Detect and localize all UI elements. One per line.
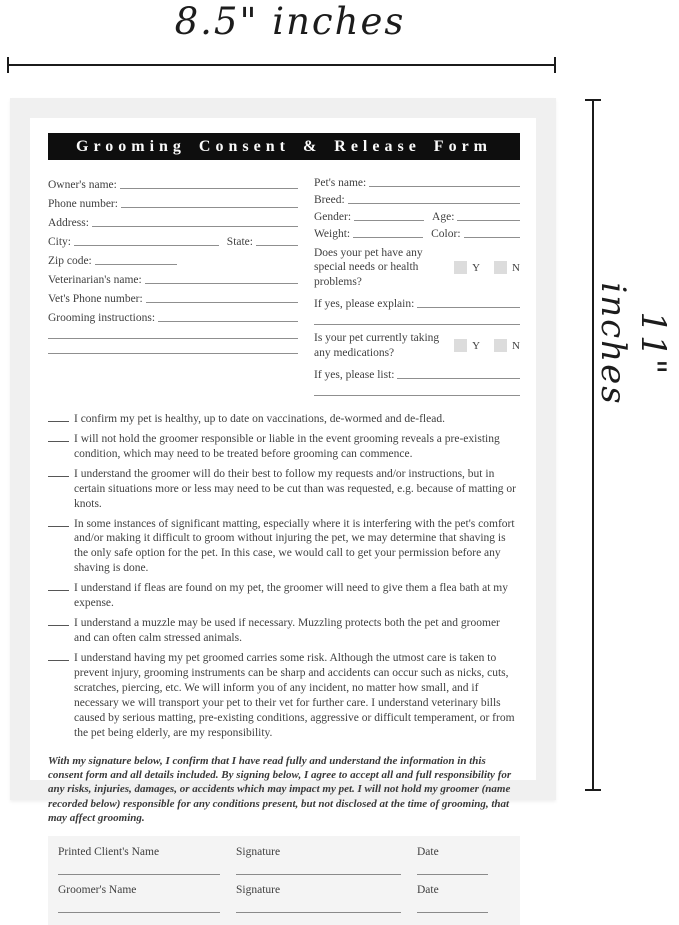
groomer-signature-row [58, 884, 508, 913]
statement-initial-line [48, 651, 69, 661]
statement-text: In some instances of significant matting, especially where it is interfering with the pet's comfort and/or making it difficult to groom without injuring the pet, we may determine that shaving is the only safe option for the pet. In this case, we would call to get your permission before any shaving is done. [74, 517, 515, 575]
color-blank-line [464, 237, 520, 238]
address-label: Address: [48, 217, 89, 229]
width-ruler-label: 8.5" inches [174, 0, 406, 43]
groomer-name-line [58, 896, 220, 913]
breed-blank-line [348, 203, 520, 204]
zip-code-blank-line [95, 264, 177, 265]
pet-name-label: Pet's name: [314, 177, 367, 189]
client-signature-cell [236, 846, 401, 875]
breed-label: Breed: [314, 194, 345, 206]
medications-no-checkbox [494, 339, 507, 352]
weight-color-field [314, 223, 520, 240]
groomer-signature-cell [236, 884, 401, 913]
veterinarian-name-blank-line [145, 283, 298, 284]
special-needs-question-text: Does your pet have any special needs or health problems? [314, 247, 423, 288]
client-name-cell [58, 846, 220, 875]
special-needs-yes-label: Y [472, 261, 481, 274]
statement-item [48, 517, 520, 577]
grooming-instructions-extra-line [48, 339, 298, 354]
special-needs-explain-field [314, 293, 520, 310]
statement-initial-line [48, 467, 69, 477]
groomer-date-line [417, 896, 488, 913]
medications-list-blank-line [397, 378, 520, 379]
age-label: Age: [432, 211, 455, 223]
statement-text: I understand a muzzle may be used if necessary. Muzzling protects both the pet and groomer and can often calm stressed animals. [74, 617, 500, 645]
gender-label: Gender: [314, 211, 352, 223]
statement-item [48, 467, 520, 512]
gender-blank-line [354, 220, 424, 221]
zip-code-label: Zip code: [48, 255, 92, 267]
special-needs-question [314, 246, 520, 289]
owner-name-field [48, 172, 298, 191]
city-state-field [48, 229, 298, 248]
city-blank-line [74, 245, 219, 246]
statement-text: I understand having my pet groomed carries some risk. Although the utmost care is taken to prevent injury, grooming instruments can be sharp and accidents can occur such as nicks, cuts, scratches, piercing, etc. We will inform you of any incident, no matter how small, and if necessary we will transport your pet to their vet for further care. I understand veterinary bills caused by serious matting, pre-existing conditions, aggressive or difficult temperament, or from the pet being elderly, are my responsibility. [74, 652, 515, 739]
client-signature-line [236, 858, 401, 875]
address-blank-line [92, 226, 298, 227]
statement-text: I understand if fleas are found on my pet, the groomer will need to give them a flea bath at my expense. [74, 582, 508, 610]
color-label: Color: [431, 228, 461, 240]
medications-yes-label: Y [472, 339, 481, 352]
client-date-label: Date [417, 846, 439, 859]
phone-number-label: Phone number: [48, 198, 118, 210]
grooming-instructions-field [48, 305, 298, 324]
breed-field [314, 189, 520, 206]
form-title: Grooming Consent & Release Form [48, 133, 520, 160]
groomer-signature-label: Signature [236, 884, 281, 897]
pet-name-blank-line [369, 186, 520, 187]
form-page [30, 118, 536, 897]
grooming-instructions-blank-line [158, 321, 298, 322]
client-signature-row [58, 846, 508, 875]
gender-age-field [314, 206, 520, 223]
city-label: City: [48, 236, 72, 248]
medications-list-field [314, 364, 520, 381]
height-ruler-label: 11" inches [593, 282, 673, 406]
fields-section [48, 172, 520, 396]
special-needs-explain-blank-line [417, 307, 520, 308]
statement-item [48, 412, 520, 427]
groomer-date-label: Date [417, 884, 439, 897]
vet-phone-field [48, 286, 298, 305]
statement-item [48, 651, 520, 741]
vet-phone-label: Vet's Phone number: [48, 293, 143, 305]
signature-block [48, 836, 520, 925]
medications-question-text: Is your pet currently taking any medications? [314, 332, 440, 359]
groomer-name-label: Groomer's Name [58, 884, 137, 897]
form-paper-sheet [10, 98, 556, 897]
groomer-signature-line [236, 896, 401, 913]
medications-list-label: If yes, please list: [314, 368, 395, 381]
grooming-instructions-label: Grooming instructions: [48, 312, 156, 324]
pet-fields-column [314, 172, 520, 396]
statement-text: I confirm my pet is healthy, up to date on vaccinations, de-wormed and de-flead. [74, 412, 445, 425]
client-name-line [58, 858, 220, 875]
client-date-cell [417, 846, 508, 875]
age-blank-line [457, 220, 520, 221]
medications-list-extra-line [314, 381, 520, 396]
phone-number-field [48, 191, 298, 210]
statement-initial-line [48, 616, 69, 626]
phone-number-blank-line [121, 207, 298, 208]
veterinarian-name-field [48, 267, 298, 286]
veterinarian-name-label: Veterinarian's name: [48, 274, 142, 286]
vet-phone-blank-line [146, 302, 298, 303]
groomer-name-cell [58, 884, 220, 913]
zip-code-field [48, 248, 298, 267]
pet-name-field [314, 172, 520, 189]
special-needs-explain-extra-line [314, 310, 520, 325]
medications-question [314, 331, 520, 360]
special-needs-yes-checkbox [454, 261, 467, 274]
statement-item [48, 581, 520, 611]
address-field [48, 210, 298, 229]
consent-statements-section [48, 412, 520, 741]
height-ruler-line [592, 99, 594, 791]
groomer-date-cell [417, 884, 508, 913]
statement-initial-line [48, 412, 69, 422]
client-signature-label: Signature [236, 846, 281, 859]
client-date-line [417, 858, 488, 875]
statement-item [48, 432, 520, 462]
owner-fields-column [48, 172, 298, 396]
special-needs-yn-group [448, 261, 520, 274]
owner-name-label: Owner's name: [48, 179, 117, 191]
state-blank-line [256, 245, 298, 246]
statement-initial-line [48, 432, 69, 442]
statement-text: I understand the groomer will do their best to follow my requests and/or instructions, but in certain situations more or less may need to be cut than was requested, e.g. because of matting or knots. [74, 467, 516, 510]
medications-no-label: N [512, 339, 520, 352]
owner-name-blank-line [120, 188, 298, 189]
medications-yes-checkbox [454, 339, 467, 352]
statement-initial-line [48, 581, 69, 591]
client-name-label: Printed Client's Name [58, 846, 160, 859]
statement-text: I will not hold the groomer responsible or liable in the event grooming reveals a pre-existing condition, which may need to be treated before grooming can commence. [74, 432, 500, 460]
medications-yn-group [448, 339, 520, 352]
grooming-instructions-extra-line [48, 324, 298, 339]
weight-blank-line [353, 237, 423, 238]
state-label: State: [226, 236, 253, 248]
statement-item [48, 616, 520, 646]
special-needs-no-checkbox [494, 261, 507, 274]
width-ruler-line [7, 64, 556, 66]
acknowledgement-paragraph: With my signature below, I confirm that I have read fully and understand the information in this consent form and all details included. By signing below, I agree to accept all and full responsibility for any risks, injuries, damages, or accidents which may impact my pet. I will not hold my groomer (name recorded below) responsible for any conditions present, but not disclosed at the time of grooming, that may affect grooming. [48, 754, 512, 824]
weight-label: Weight: [314, 228, 351, 240]
special-needs-no-label: N [512, 261, 520, 274]
special-needs-explain-label: If yes, please explain: [314, 298, 415, 311]
statement-initial-line [48, 517, 69, 527]
